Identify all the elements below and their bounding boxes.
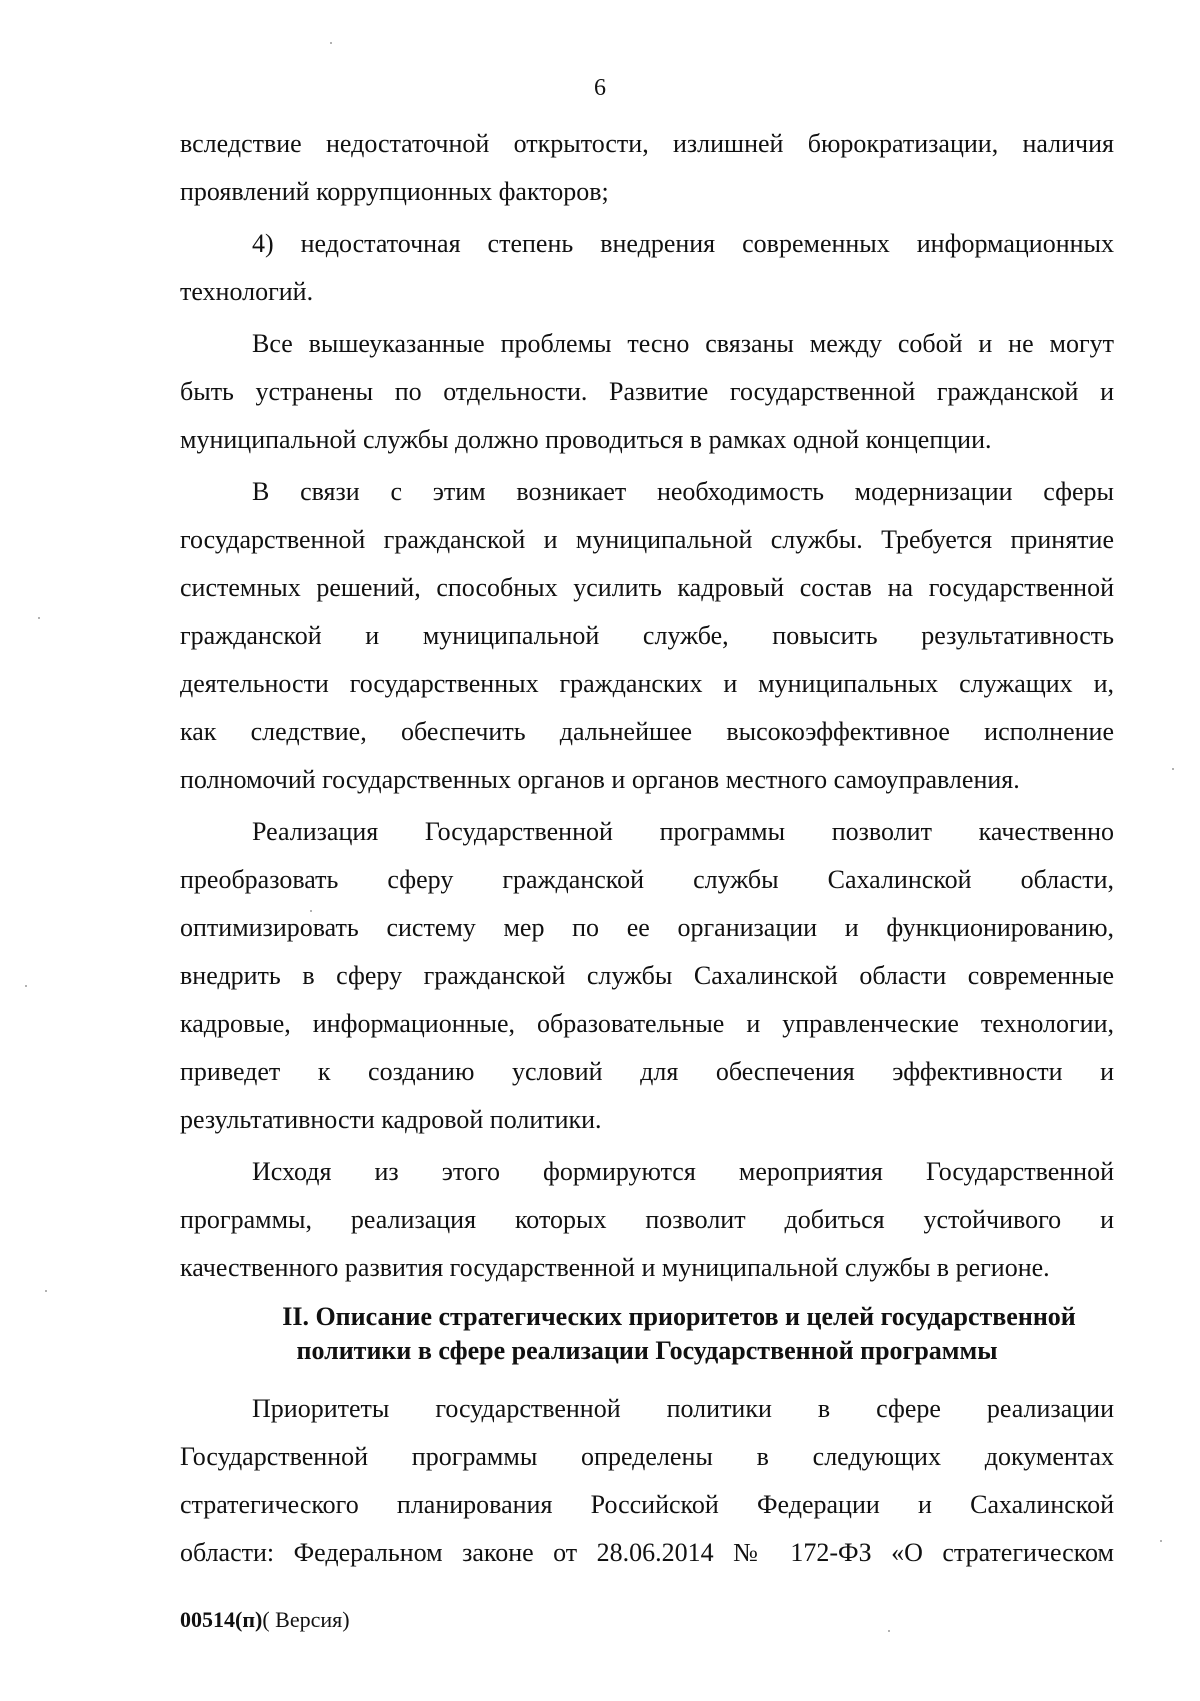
text-line: как следствие, обеспечить дальнейшее высокоэффективное исполнение: [180, 717, 1114, 746]
text-line: преобразовать сферу гражданской службы Сахалинской области,: [180, 865, 1114, 894]
text-line: полномочий государственных органов и органов местного самоуправления.: [180, 765, 1020, 794]
document-footer: [180, 1606, 350, 1634]
scan-speck: [888, 1630, 890, 1632]
text-line: технологий.: [180, 277, 314, 306]
text-line: гражданской и муниципальной службе, повысить результативность: [180, 621, 1114, 650]
section-heading-line: II. Описание стратегических приоритетов и целей государственной: [282, 1302, 1076, 1331]
text-line: муниципальной службы должно проводиться в рамках одной концепции.: [180, 425, 992, 454]
text-line: приведет к созданию условий для обеспечения эффективности и: [180, 1057, 1114, 1086]
text-line: программы, реализация которых позволит добиться устойчивого и: [180, 1205, 1114, 1234]
text-line: качественного развития государственной и муниципальной службы в регионе.: [180, 1253, 1050, 1282]
text-line: области: Федеральном законе от 28.06.2014 № 172-ФЗ «О стратегическом: [180, 1538, 1114, 1567]
text-line: внедрить в сферу гражданской службы Сахалинской области современные: [180, 961, 1114, 990]
text-line: Реализация Государственной программы позволит качественно: [252, 817, 1114, 846]
text-line: оптимизировать систему мер по ее организации и функционированию,: [180, 913, 1114, 942]
text-line: результативности кадровой политики.: [180, 1105, 602, 1134]
scan-speck: [310, 910, 312, 912]
text-line: деятельности государственных гражданских и муниципальных служащих и,: [180, 669, 1114, 698]
text-line: системных решений, способных усилить кадровый состав на государственной: [180, 573, 1114, 602]
scan-speck: [38, 617, 40, 619]
text-line: стратегического планирования Российской Федерации и Сахалинской: [180, 1490, 1114, 1519]
body-text-top: [180, 127, 1114, 1299]
body-text-bottom: [180, 1392, 1114, 1584]
text-line: вследствие недостаточной открытости, излишней бюрократизации, наличия: [180, 129, 1114, 158]
scan-speck: [1172, 768, 1174, 770]
text-line: 4) недостаточная степень внедрения современных информационных: [252, 229, 1114, 258]
text-line: кадровые, информационные, образовательные и управленческие технологии,: [180, 1009, 1114, 1038]
section-heading-line: политики в сфере реализации Государственной программы: [296, 1336, 998, 1365]
scan-speck: [1160, 1540, 1162, 1542]
document-version: ( Версия): [262, 1607, 350, 1632]
text-line: государственной гражданской и муниципальной службы. Требуется принятие: [180, 525, 1114, 554]
scan-speck: [45, 1290, 47, 1292]
text-line: быть устранены по отдельности. Развитие государственной гражданской и: [180, 377, 1114, 406]
section-heading: [180, 1300, 1114, 1368]
text-line: Государственной программы определены в следующих документах: [180, 1442, 1114, 1471]
text-line: В связи с этим возникает необходимость модернизации сферы: [252, 477, 1114, 506]
document-code: 00514(п): [180, 1607, 263, 1632]
scan-speck: [330, 42, 332, 44]
text-line: проявлений коррупционных факторов;: [180, 177, 609, 206]
page-number: 6: [594, 75, 606, 101]
text-line: Все вышеуказанные проблемы тесно связаны между собой и не могут: [252, 329, 1114, 358]
text-line: Приоритеты государственной политики в сфере реализации: [252, 1394, 1114, 1423]
text-line: Исходя из этого формируются мероприятия Государственной: [252, 1157, 1114, 1186]
scan-speck: [25, 985, 27, 987]
